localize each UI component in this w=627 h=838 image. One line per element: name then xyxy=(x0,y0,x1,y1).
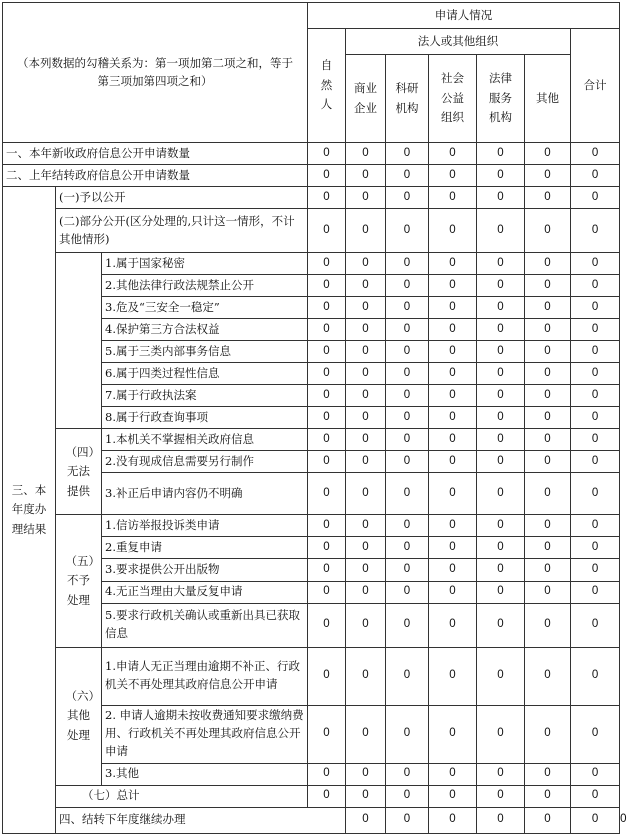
cell: 0 xyxy=(571,407,620,429)
cell: 0 xyxy=(477,537,525,559)
row-label: 5.属于三类内部事务信息 xyxy=(102,341,308,363)
cell: 0 xyxy=(346,385,386,407)
cell: 0 xyxy=(477,705,525,763)
cell: 0 xyxy=(429,363,477,385)
cell: 0 xyxy=(429,647,477,705)
cell: 0 xyxy=(525,165,571,187)
cell: 0 xyxy=(525,341,571,363)
cell: 0 xyxy=(308,297,346,319)
cell: 0 xyxy=(386,451,429,473)
cell: 0 xyxy=(346,275,386,297)
cell: 0 xyxy=(571,297,620,319)
cell: 0 xyxy=(308,763,346,785)
cell: 0 xyxy=(477,581,525,603)
cell: 0 xyxy=(308,785,346,807)
cell: 0 xyxy=(525,581,571,603)
cell: 0 xyxy=(571,253,620,275)
cell: 0 xyxy=(346,319,386,341)
cell: 0 xyxy=(346,165,386,187)
cell: 0 xyxy=(571,429,620,451)
group-5-label: （五）不予处理 xyxy=(56,515,102,647)
cell: 0 xyxy=(386,341,429,363)
row-label: (二)部分公开(区分处理的,只计这一情形，不计其他情形) xyxy=(56,209,308,253)
cell: 0 xyxy=(477,165,525,187)
cell: 0 xyxy=(346,297,386,319)
cell: 0 xyxy=(308,341,346,363)
header-research: 科研机构 xyxy=(386,55,429,143)
cell: 0 xyxy=(429,451,477,473)
cell: 0 xyxy=(386,603,429,647)
cell: 0 xyxy=(477,451,525,473)
cell: 0 xyxy=(525,319,571,341)
cell: 0 xyxy=(571,807,620,833)
cell: 0 xyxy=(346,515,386,537)
cell: 0 xyxy=(477,785,525,807)
row-label: 1.属于国家秘密 xyxy=(102,253,308,275)
cell: 0 xyxy=(525,253,571,275)
cell: 0 xyxy=(346,603,386,647)
cell: 0 xyxy=(386,705,429,763)
cell: 0 xyxy=(386,807,429,833)
cell: 0 xyxy=(386,429,429,451)
cell: 0 xyxy=(346,209,386,253)
cell: 0 xyxy=(308,363,346,385)
header-legal-group: 法人或其他组织 xyxy=(346,29,571,55)
row-label: 二、上年结转政府信息公开申请数量 xyxy=(3,165,308,187)
cell: 0 xyxy=(386,165,429,187)
cell: 0 xyxy=(571,473,620,515)
cell: 0 xyxy=(308,187,346,209)
cell: 0 xyxy=(429,209,477,253)
cell: 0 xyxy=(525,363,571,385)
table-row xyxy=(3,187,620,209)
cell: 0 xyxy=(308,407,346,429)
cell: 0 xyxy=(571,451,620,473)
cell: 0 xyxy=(429,763,477,785)
cell: 0 xyxy=(477,341,525,363)
group-6-label: （六）其他处理 xyxy=(56,647,102,785)
cell: 0 xyxy=(571,385,620,407)
header-law: 法律服务机构 xyxy=(477,55,525,143)
cell: 0 xyxy=(571,785,620,807)
cell: 0 xyxy=(571,209,620,253)
cell: 0 xyxy=(477,253,525,275)
cell: 0 xyxy=(346,473,386,515)
cell: 0 xyxy=(571,165,620,187)
cell: 0 xyxy=(346,763,386,785)
cell: 0 xyxy=(346,429,386,451)
cell: 0 xyxy=(571,319,620,341)
row-label: 2.重复申请 xyxy=(102,537,308,559)
cell: 0 xyxy=(308,209,346,253)
cell: 0 xyxy=(525,537,571,559)
cell: 0 xyxy=(525,785,571,807)
table-row xyxy=(3,785,620,807)
cell: 0 xyxy=(429,473,477,515)
cell: 0 xyxy=(477,407,525,429)
table-row xyxy=(3,647,620,705)
cell: 0 xyxy=(386,515,429,537)
cell: 0 xyxy=(525,385,571,407)
cell: 0 xyxy=(386,785,429,807)
cell: 0 xyxy=(308,581,346,603)
cell: 0 xyxy=(429,253,477,275)
cell: 0 xyxy=(525,705,571,763)
cell: 0 xyxy=(571,581,620,603)
header-other: 其他 xyxy=(525,55,571,143)
cell: 0 xyxy=(525,275,571,297)
header-total: 合计 xyxy=(571,29,620,143)
cell: 0 xyxy=(571,537,620,559)
cell: 0 xyxy=(477,209,525,253)
cell: 0 xyxy=(429,297,477,319)
cell: 0 xyxy=(346,705,386,763)
cell: 0 xyxy=(429,559,477,581)
cell: 0 xyxy=(525,603,571,647)
cell: 0 xyxy=(477,515,525,537)
cell: 0 xyxy=(346,537,386,559)
cell: 0 xyxy=(525,647,571,705)
cell: 0 xyxy=(308,143,346,165)
cell: 0 xyxy=(429,165,477,187)
cell: 0 xyxy=(386,143,429,165)
cell: 0 xyxy=(525,209,571,253)
table-row xyxy=(3,209,620,253)
cell: 0 xyxy=(477,559,525,581)
cell: 0 xyxy=(386,537,429,559)
cell: 0 xyxy=(386,647,429,705)
row-label: 一、本年新收政府信息公开申请数量 xyxy=(3,143,308,165)
table-row xyxy=(3,429,620,451)
cell: 0 xyxy=(571,763,620,785)
cell: 0 xyxy=(525,515,571,537)
cell: 0 xyxy=(308,275,346,297)
cell: 0 xyxy=(386,319,429,341)
cell: 0 xyxy=(571,647,620,705)
cell: 0 xyxy=(571,187,620,209)
row-label: 4.无正当理由大量反复申请 xyxy=(102,581,308,603)
cell: 0 xyxy=(477,429,525,451)
cell: 0 xyxy=(308,473,346,515)
header-note: （本列数据的勾稽关系为：第一项加第二项之和，等于第三项加第四项之和） xyxy=(3,3,308,143)
row-label: 3.要求提供公开出版物 xyxy=(102,559,308,581)
cell: 0 xyxy=(477,763,525,785)
cell: 0 xyxy=(429,187,477,209)
row-label: (一)予以公开 xyxy=(56,187,308,209)
cell: 0 xyxy=(308,429,346,451)
cell: 0 xyxy=(525,297,571,319)
row-label: （七）总计 xyxy=(56,785,308,807)
cell: 0 xyxy=(346,785,386,807)
cell: 0 xyxy=(525,473,571,515)
row-label: 2.没有现成信息需要另行制作 xyxy=(102,451,308,473)
cell: 0 xyxy=(571,559,620,581)
row-label: 2.其他法律行政法规禁止公开 xyxy=(102,275,308,297)
group-3-label xyxy=(56,253,102,429)
cell: 0 xyxy=(571,363,620,385)
cell: 0 xyxy=(346,647,386,705)
cell: 0 xyxy=(525,807,571,833)
cell: 0 xyxy=(386,473,429,515)
cell: 0 xyxy=(571,143,620,165)
cell: 0 xyxy=(429,143,477,165)
row-label: 6.属于四类过程性信息 xyxy=(102,363,308,385)
cell: 0 xyxy=(308,253,346,275)
cell: 0 xyxy=(386,385,429,407)
cell: 0 xyxy=(429,429,477,451)
cell: 0 xyxy=(308,451,346,473)
cell: 0 xyxy=(477,473,525,515)
cell: 0 xyxy=(386,363,429,385)
cell: 0 xyxy=(386,297,429,319)
row-label: 5.要求行政机关确认或重新出具已获取信息 xyxy=(102,603,308,647)
cell: 0 xyxy=(346,363,386,385)
row-label: 4.保护第三方合法权益 xyxy=(102,319,308,341)
cell: 0 xyxy=(429,319,477,341)
group-4-label: （四）无法提供 xyxy=(56,429,102,515)
cell: 0 xyxy=(571,341,620,363)
cell: 0 xyxy=(429,581,477,603)
table-row xyxy=(3,165,620,187)
cell: 0 xyxy=(525,187,571,209)
header-applicant: 申请人情况 xyxy=(308,3,620,29)
header-commercial: 商业企业 xyxy=(346,55,386,143)
cell: 0 xyxy=(308,319,346,341)
row-label: 3.危及“三安全一稳定” xyxy=(102,297,308,319)
cell: 0 xyxy=(525,143,571,165)
cell: 0 xyxy=(429,407,477,429)
table-row: 四、结转下年度继续办理 0 0 0 0 0 0 0 xyxy=(3,807,620,833)
cell: 0 xyxy=(346,407,386,429)
cell: 0 xyxy=(346,807,386,833)
cell: 0 xyxy=(571,705,620,763)
cell: 0 xyxy=(525,451,571,473)
cell: 0 xyxy=(386,253,429,275)
cell: 0 xyxy=(386,763,429,785)
cell: 0 xyxy=(346,253,386,275)
cell: 0 xyxy=(477,363,525,385)
cell: 0 xyxy=(477,647,525,705)
cell: 0 xyxy=(346,341,386,363)
row-label: 8.属于行政查询事项 xyxy=(102,407,308,429)
table-row xyxy=(3,515,620,537)
cell: 0 xyxy=(386,581,429,603)
cell: 0 xyxy=(346,143,386,165)
cell: 0 xyxy=(429,603,477,647)
cell: 0 xyxy=(429,807,477,833)
cell: 0 xyxy=(477,385,525,407)
cell: 0 xyxy=(429,537,477,559)
cell: 0 xyxy=(477,807,525,833)
row-label: 四、结转下年度继续办理 xyxy=(56,807,346,833)
cell: 0 xyxy=(429,705,477,763)
cell: 0 xyxy=(477,275,525,297)
cell: 0 xyxy=(308,385,346,407)
cell: 0 xyxy=(477,297,525,319)
cell: 0 xyxy=(429,341,477,363)
row-label: 1.信访举报投诉类申请 xyxy=(102,515,308,537)
cell: 0 xyxy=(429,385,477,407)
cell: 0 xyxy=(386,187,429,209)
cell: 0 xyxy=(525,559,571,581)
row-label: 1.申请人无正当理由逾期不补正、行政机关不再处理其政府信息公开申请 xyxy=(102,647,308,705)
cell: 0 xyxy=(308,603,346,647)
cell: 0 xyxy=(308,559,346,581)
cell: 0 xyxy=(308,647,346,705)
cell: 0 xyxy=(346,581,386,603)
cell: 0 xyxy=(386,209,429,253)
row-label: 1.本机关不掌握相关政府信息 xyxy=(102,429,308,451)
cell: 0 xyxy=(477,187,525,209)
table-row xyxy=(3,143,620,165)
row-label: 3.其他 xyxy=(102,763,308,785)
cell: 0 xyxy=(429,515,477,537)
cell: 0 xyxy=(429,785,477,807)
row-label: 2. 申请人逾期未按收费通知要求缴纳费用、行政机关不再处理其政府信息公开申请 xyxy=(102,705,308,763)
cell: 0 xyxy=(308,705,346,763)
cell: 0 xyxy=(346,451,386,473)
header-natural-person: 自然人 xyxy=(308,29,346,143)
cell: 0 xyxy=(571,603,620,647)
gov-info-disclosure-table xyxy=(2,2,627,834)
table-row xyxy=(3,253,620,275)
row-label: 3.补正后申请内容仍不明确 xyxy=(102,473,308,515)
cell: 0 xyxy=(525,407,571,429)
cell: 0 xyxy=(477,319,525,341)
cell: 0 xyxy=(308,515,346,537)
header-social: 社会公益组织 xyxy=(429,55,477,143)
row-label: 7.属于行政执法案 xyxy=(102,385,308,407)
cell: 0 xyxy=(525,429,571,451)
cell: 0 xyxy=(308,165,346,187)
cell: 0 xyxy=(346,559,386,581)
cell: 0 xyxy=(346,187,386,209)
cell: 0 xyxy=(386,407,429,429)
cell: 0 xyxy=(477,143,525,165)
cell: 0 xyxy=(386,559,429,581)
cell: 0 xyxy=(386,275,429,297)
cell: 0 xyxy=(571,275,620,297)
cell: 0 xyxy=(429,275,477,297)
section-3-label: 三、本年度办理结果 xyxy=(3,187,56,834)
cell: 0 xyxy=(308,537,346,559)
cell: 0 xyxy=(525,763,571,785)
cell: 0 xyxy=(477,603,525,647)
cell: 0 xyxy=(571,515,620,537)
